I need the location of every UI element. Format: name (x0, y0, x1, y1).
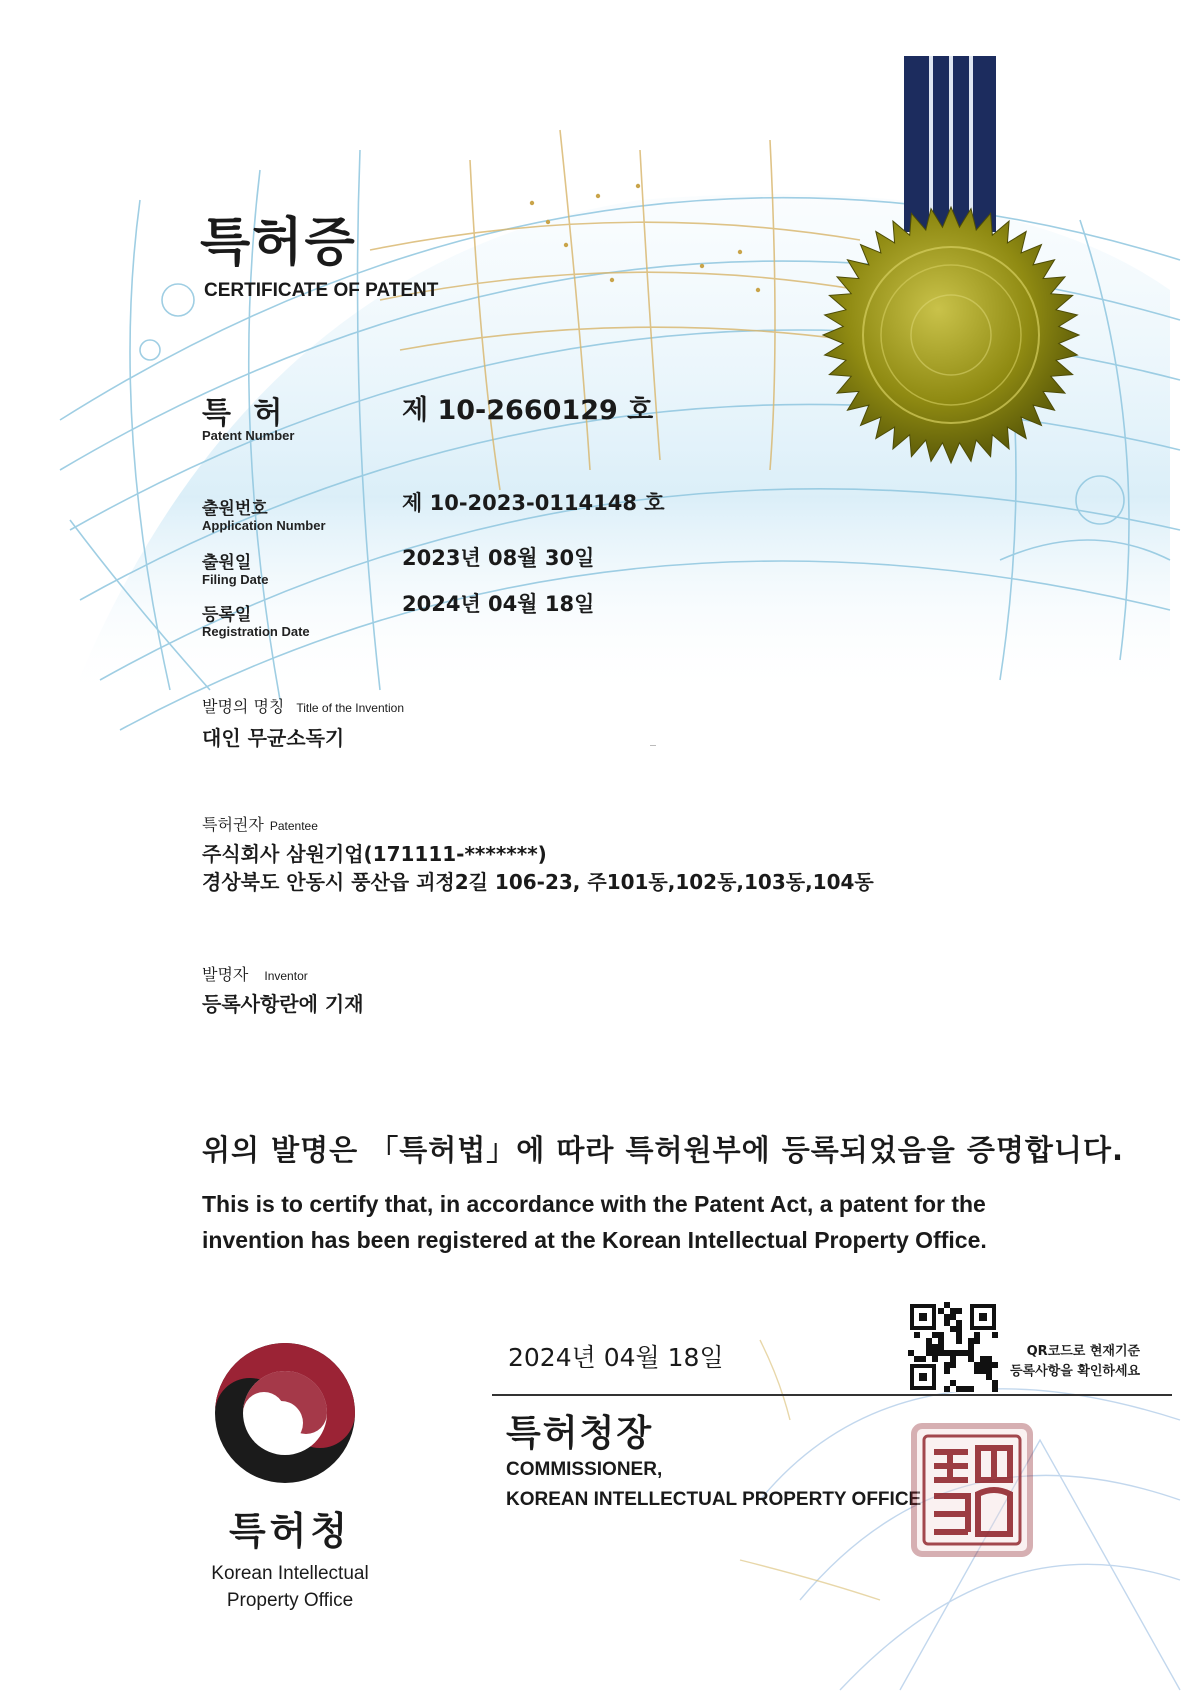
invention-title-value: 대인 무균소독기 (202, 726, 345, 750)
commissioner-title-ko: 특허청장 (506, 1413, 654, 1454)
commissioner-title-en (506, 1455, 921, 1515)
office-name-en-line2: Property Office (226, 1590, 354, 1611)
invention-label-en: Title of the Invention (296, 701, 404, 715)
gold-seal (816, 200, 1086, 470)
certification-text-en (202, 1186, 987, 1258)
filing-date-value: 2023년 08월 30일 (402, 546, 595, 570)
qr-note-line2: 등록사항을 확인하세요 (1010, 1364, 1141, 1379)
issue-date: 2024년 04월 18일 (508, 1343, 724, 1372)
patentee-label (202, 812, 318, 835)
registration-date-value: 2024년 04월 18일 (402, 592, 595, 616)
invention-label (202, 694, 404, 717)
divider-mark (650, 745, 656, 746)
certification-text-ko: 위의 발명은 「특허법」에 따라 특허원부에 등록되었음을 증명합니다. (202, 1133, 1124, 1167)
kipo-emblem (210, 1338, 360, 1488)
certification-text-en-line1: This is to certify that, in accordance with the Patent Act, a patent for the (202, 1191, 986, 1217)
qr-note (1010, 1342, 1140, 1382)
inventor-label-en: Inventor (264, 969, 308, 983)
application-number-label-ko: 출원번호 (202, 499, 268, 519)
patentee-address: 경상북도 안동시 풍산읍 괴정2길 106-23, 주101동,102동,103동,104동 (202, 870, 874, 894)
patentee-label-en: Patentee (269, 819, 318, 833)
signature-rule (492, 1394, 1172, 1396)
patentee-name: 주식회사 삼원기업(171111-*******) (202, 842, 547, 866)
official-stamp (910, 1422, 1034, 1558)
patent-number-value: 제 10-2660129 호 (402, 395, 654, 426)
qr-note-line1: QR코드로 현재기준 (1026, 1344, 1141, 1359)
inventor-value: 등록사항란에 기재 (202, 992, 364, 1016)
commissioner-title-en-line2: KOREAN INTELLECTUAL PROPERTY OFFICE (506, 1489, 922, 1510)
inventor-label-ko: 발명자 (202, 965, 249, 984)
registration-date-label-en: Registration Date (202, 624, 310, 639)
application-number-label-en: Application Number (202, 518, 326, 533)
certificate-title-ko: 특허증 (200, 213, 357, 273)
office-name-ko: 특허청 (228, 1509, 352, 1553)
certification-text-en-line2: invention has been registered at the Korean Intellectual Property Office. (202, 1227, 987, 1253)
inventor-label (202, 962, 308, 985)
office-name-en-line1: Korean Intellectual (211, 1563, 369, 1584)
patentee-label-ko: 특허권자 (202, 815, 264, 834)
application-number-value: 제 10-2023-0114148 호 (402, 491, 665, 515)
commissioner-title-en-line1: COMMISSIONER, (506, 1459, 663, 1480)
filing-date-label-en: Filing Date (202, 572, 269, 587)
invention-label-ko: 발명의 명칭 (202, 697, 285, 716)
filing-date-label-ko: 출원일 (202, 553, 252, 573)
patent-number-label-en: Patent Number (202, 428, 295, 443)
certificate-title-en: CERTIFICATE OF PATENT (204, 280, 439, 301)
office-name-en (170, 1560, 410, 1614)
qr-code[interactable] (908, 1302, 998, 1392)
patent-number-label-ko: 특 허 (202, 396, 289, 431)
registration-date-label-ko: 등록일 (202, 605, 252, 625)
